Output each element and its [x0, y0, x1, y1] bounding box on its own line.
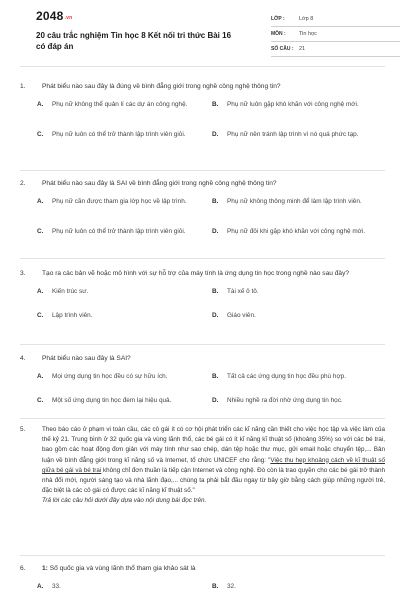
option-b[interactable]	[212, 582, 382, 592]
option-text: Phụ nữ luôn gặp khó khăn với công nghệ mới.	[227, 101, 359, 108]
passage-text: Theo báo cáo ở phạm vi toàn cầu, các cô gái ít có cơ hội phát triển các kĩ năng cần thiết cho việc học tập và việc làm của thế kỷ 21. Trung bình ở 32 quốc gia và vùng lãnh thổ, các bé gái có ít kĩ năng kĩ thuật số (khoảng 35%) so với các bé trai, bao gồm các hoạt động đơn giản với máy tính như sao chép, dán tệp hoặc thư mục, gửi email hoặc chuyển tệp,... Bản luận về bình đẳng giới trong kĩ năng số và Internet, tổ chức UNICEF cho rằng: "	[42, 426, 385, 464]
question-2	[20, 178, 385, 253]
question-text: Phát biểu nào sau đây là đúng về bình đẳng giới trong nghề công nghệ thông tin?	[42, 83, 281, 90]
question-text: Phát biểu nào sau đây là SAI về bình đẳng giới trong nghề công nghệ thông tin?	[42, 180, 277, 187]
reading-passage	[42, 425, 385, 507]
option-c[interactable]	[37, 130, 205, 140]
document-header	[16, 0, 384, 60]
meta-value: 21	[299, 46, 306, 52]
meta-row-class	[271, 12, 400, 27]
divider	[20, 418, 385, 419]
option-text: Phụ nữ đôi khi gặp khó khăn với công nghệ mới.	[227, 228, 366, 235]
divider	[20, 66, 385, 67]
option-b[interactable]	[212, 100, 382, 110]
option-d[interactable]	[212, 130, 382, 140]
question-text: Phát biểu nào sau đây là SAI?	[42, 355, 131, 362]
question-6	[20, 563, 385, 596]
meta-label: SỐ CÂU :	[271, 46, 294, 52]
meta-value: Tin học	[299, 31, 317, 37]
option-text: 33.	[52, 583, 61, 590]
option-text: Phụ nữ luôn có thể trở thành lập trình viên giỏi.	[52, 228, 186, 235]
question-number: 6.	[20, 565, 26, 572]
option-label: C.	[37, 131, 44, 138]
option-label: C.	[37, 397, 44, 404]
question-5	[20, 425, 385, 507]
option-text: Giáo viên.	[227, 312, 256, 319]
option-text: Phụ nữ nên tránh lập trình vì nó quá phức tạp.	[227, 131, 359, 138]
option-c[interactable]	[37, 311, 197, 321]
passage-underlined-text: Việc thu hẹp khoảng cách về kĩ thuật số giữa bé gái và bé trai	[42, 456, 385, 474]
option-label: A.	[37, 583, 44, 590]
question-text-body: Số quốc gia và vùng lãnh thổ tham gia khảo sát là	[47, 565, 196, 572]
site-logo[interactable]	[36, 9, 72, 23]
option-text: Nhiều nghề ra đời nhờ ứng dụng tin học.	[227, 397, 343, 404]
option-label: B.	[212, 373, 219, 380]
option-label: B.	[212, 288, 219, 295]
passage-text: không chỉ đơn thuần là tiếp cận Internet và công nghệ. Đó còn là trao quyền cho các bé gái trở thành nhà đổi mới, người sáng tạo và nhà lãnh đạo,... chúng ta phải bắt đầu ngay từ bây giờ bằng cách giúp những người trẻ, đặc biệt là các cô gái có được các kĩ năng kĩ thuật số."	[42, 466, 385, 495]
question-number: 4.	[20, 355, 26, 362]
option-text: Phụ nữ luôn có thể trở thành lập trình viên giỏi.	[52, 131, 186, 138]
divider	[20, 344, 385, 345]
option-label: A.	[37, 288, 44, 295]
option-c[interactable]	[37, 396, 209, 406]
option-text: Phụ nữ cần được tham gia lớp học về lập trình.	[52, 198, 187, 205]
option-a[interactable]	[37, 287, 197, 297]
option-label: D.	[212, 312, 219, 319]
option-label: B.	[212, 101, 219, 108]
divider	[20, 258, 385, 259]
option-label: D.	[212, 397, 219, 404]
option-c[interactable]	[37, 227, 205, 237]
divider	[20, 555, 385, 556]
meta-row-count	[271, 42, 400, 57]
option-label: D.	[212, 228, 219, 235]
logo-text: 2048	[36, 9, 64, 23]
option-b[interactable]	[212, 287, 382, 297]
option-text: Lập trình viên.	[52, 312, 93, 319]
option-text: Kiến trúc sư.	[52, 288, 89, 295]
option-text: Phụ nữ không thông minh để làm lập trình viên.	[227, 198, 362, 205]
question-number: 3.	[20, 270, 26, 277]
option-a[interactable]	[37, 372, 207, 382]
question-4	[20, 353, 385, 412]
option-b[interactable]	[212, 197, 382, 207]
meta-row-subject	[271, 27, 400, 42]
option-text: Một số ứng dụng tin học đem lại hiệu quả.	[52, 397, 172, 404]
option-text: 32.	[227, 583, 236, 590]
question-number: 5.	[20, 426, 26, 433]
meta-label: MÔN :	[271, 31, 286, 37]
meta-label: LỚP :	[271, 16, 285, 22]
option-text: Tài xế ô tô.	[227, 288, 259, 295]
passage-instruction: Trả lời các câu hỏi dưới đây dựa vào nội dung bài đọc trên.	[42, 497, 207, 505]
option-label: B.	[212, 583, 219, 590]
option-text: Phụ nữ không thể quản lí các dự án công nghệ.	[52, 101, 188, 108]
option-d[interactable]	[212, 311, 382, 321]
question-number: 1.	[20, 83, 26, 90]
question-1	[20, 81, 385, 156]
option-label: A.	[37, 373, 44, 380]
option-label: C.	[37, 312, 44, 319]
option-a[interactable]	[37, 100, 197, 110]
meta-value: Lớp 8	[299, 16, 314, 22]
option-a[interactable]	[37, 197, 202, 207]
sub-question-number: 1:	[42, 565, 48, 572]
option-a[interactable]	[37, 582, 197, 592]
option-text: Mọi ứng dụng tin học đều có sự hữu ích.	[52, 373, 168, 380]
logo-suffix: .vn	[64, 15, 73, 21]
question-3	[20, 268, 385, 327]
question-text	[42, 563, 385, 574]
question-text: Tạo ra các bản vẽ hoặc mô hình với sự hỗ trợ của máy tính là ứng dụng tin học trong nghề nào sau đây?	[42, 270, 350, 277]
option-label: A.	[37, 101, 44, 108]
option-label: C.	[37, 228, 44, 235]
meta-info	[271, 12, 400, 57]
option-d[interactable]	[212, 396, 385, 406]
option-label: A.	[37, 198, 44, 205]
question-number: 2.	[20, 180, 26, 187]
divider	[20, 170, 385, 171]
document-title: 20 câu trắc nghiệm Tin học 8 Kết nối tri thức Bài 16 có đáp án	[36, 31, 232, 51]
option-text: Tất cả các ứng dụng tin học đều phù hợp.	[227, 373, 346, 380]
option-b[interactable]	[212, 372, 385, 382]
option-d[interactable]	[212, 227, 382, 237]
option-label: B.	[212, 198, 219, 205]
option-label: D.	[212, 131, 219, 138]
